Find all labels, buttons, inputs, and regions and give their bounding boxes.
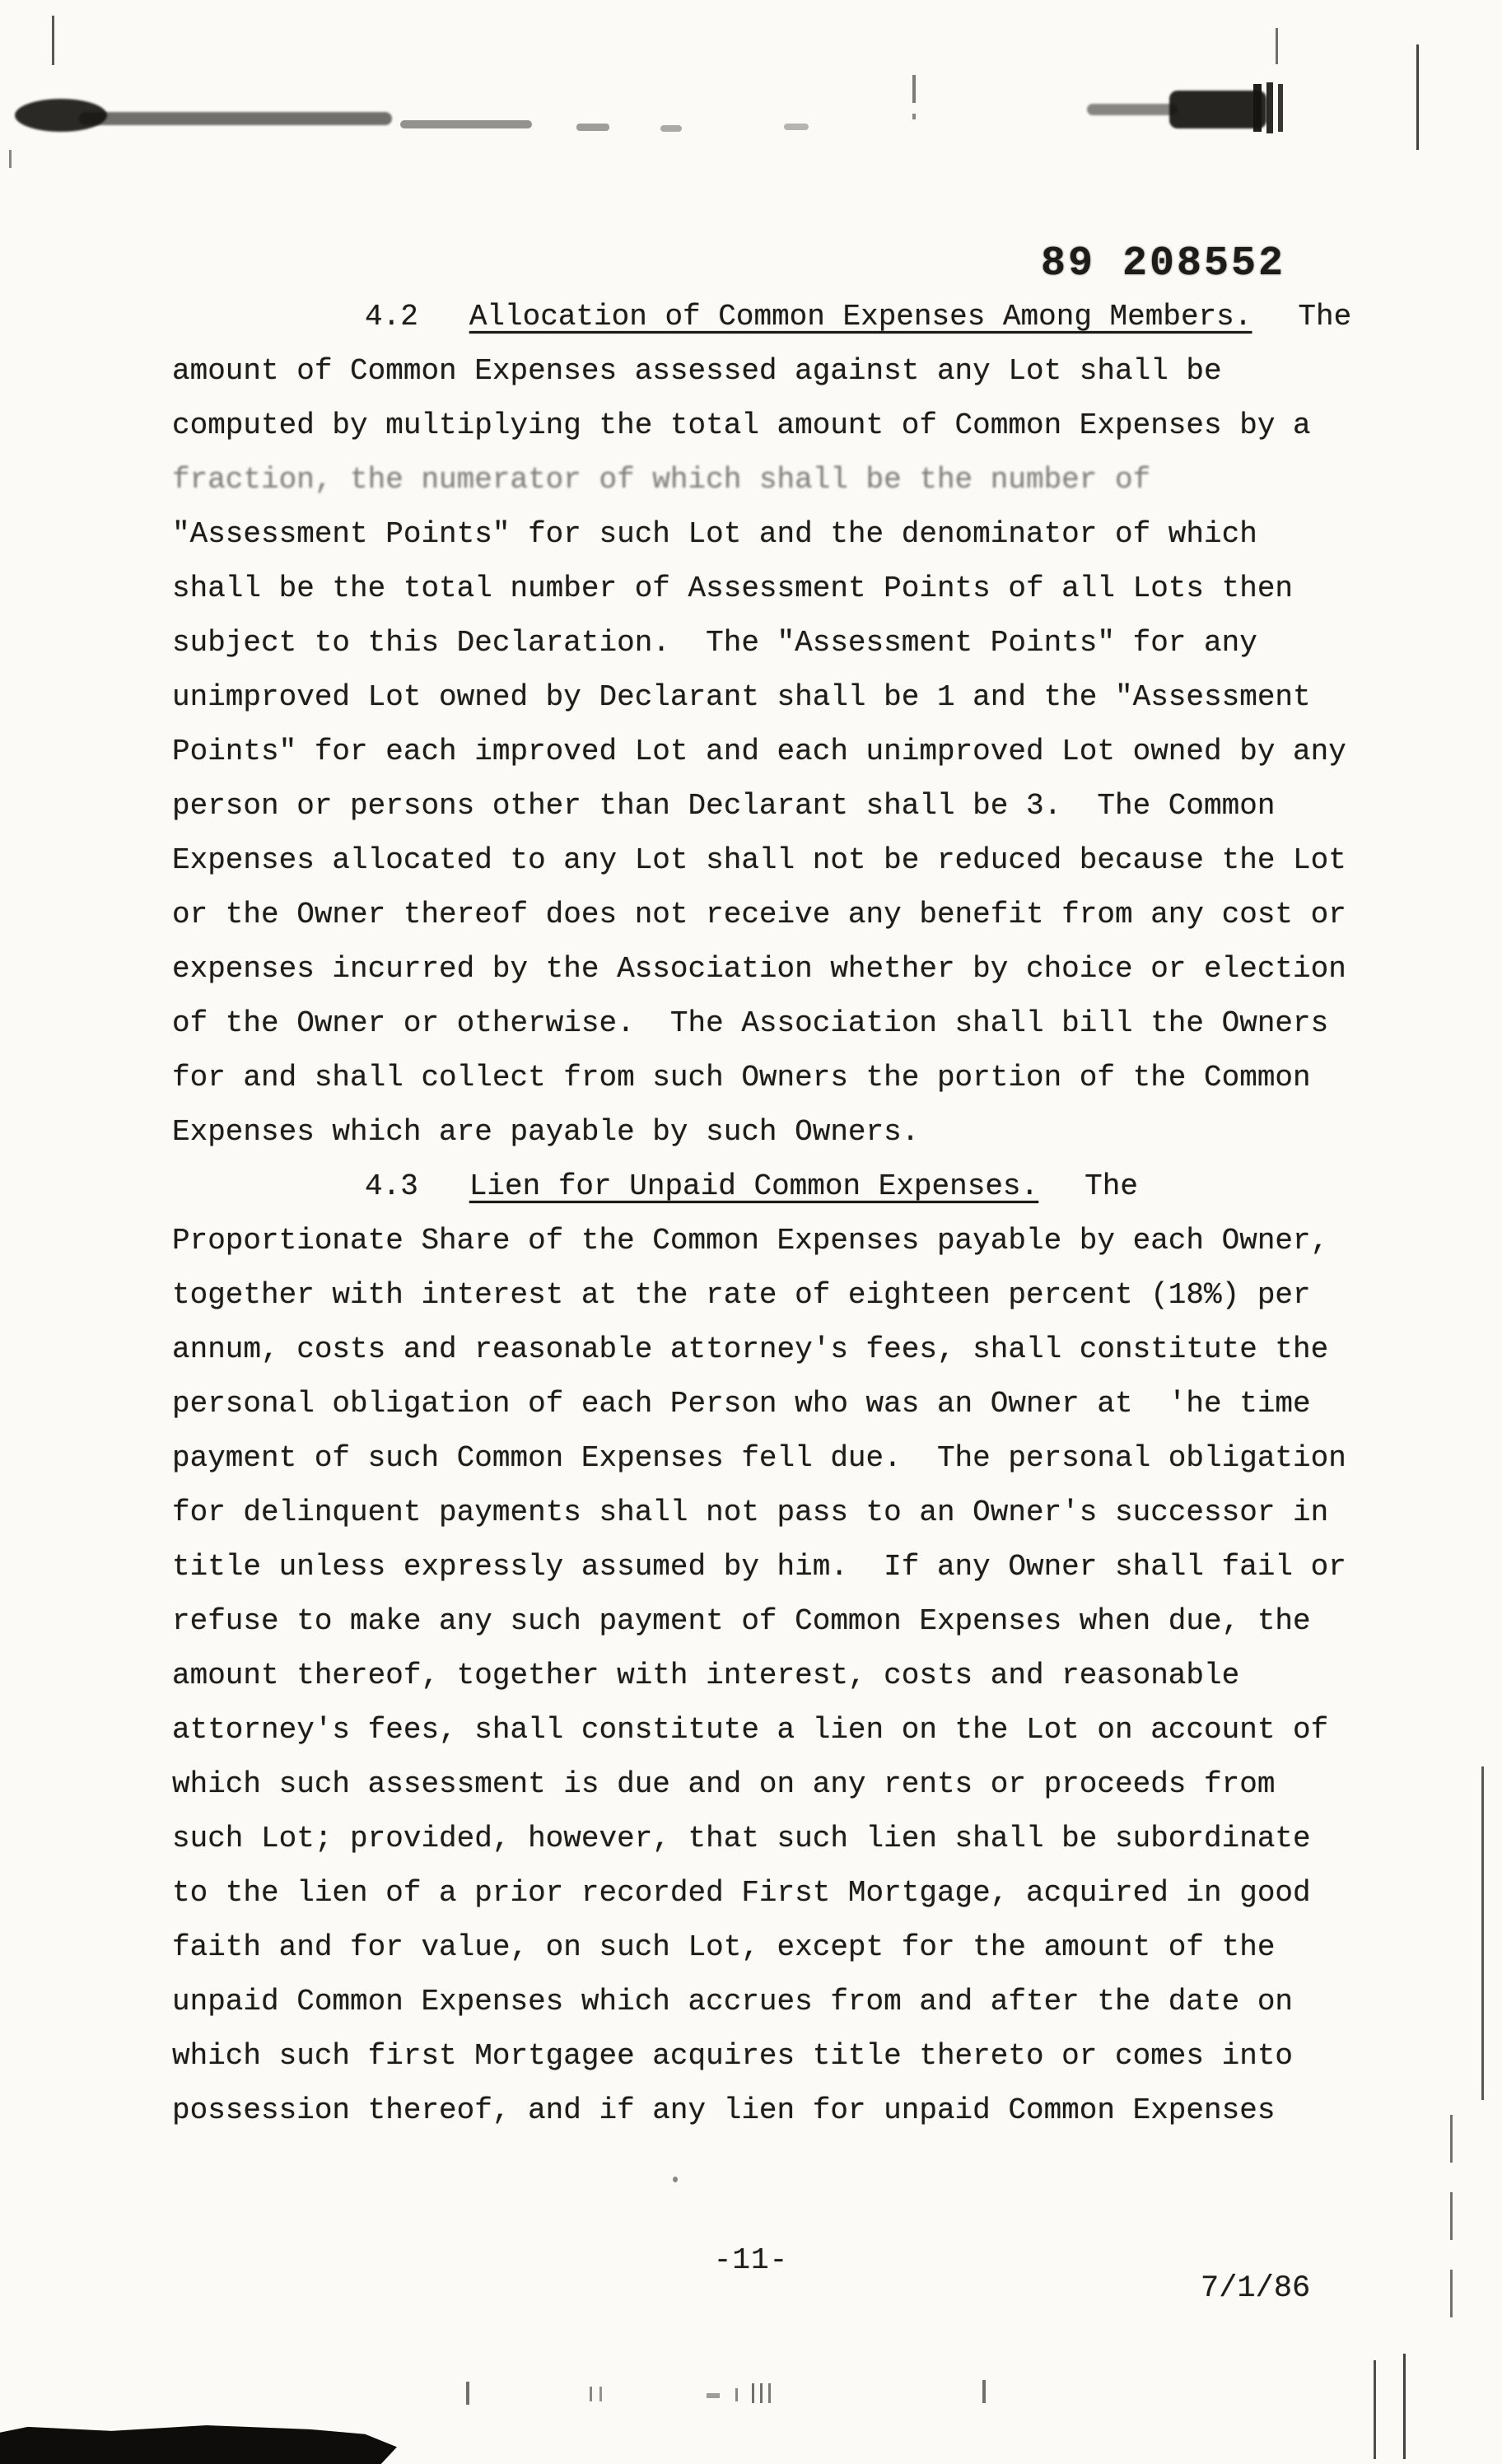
text-line: amount thereof, together with interest, costs and reasonable bbox=[172, 1659, 1240, 1692]
text-line: for delinquent payments shall not pass to an Owner's successor in bbox=[172, 1496, 1329, 1529]
section-4-2-lines bbox=[172, 344, 1440, 1160]
text-line: such Lot; provided, however, that such lien shall be subordinate bbox=[172, 1822, 1311, 1855]
scan-smudge-top-right-scribble bbox=[1087, 104, 1178, 115]
scan-speck-mid bbox=[673, 2177, 678, 2182]
text-line: expenses incurred by the Association whether by choice or election bbox=[172, 952, 1346, 986]
section-4-2-heading-line bbox=[172, 290, 1440, 344]
scan-line-right-mid bbox=[1481, 1766, 1484, 2100]
scan-tick-bottom-6 bbox=[752, 2383, 754, 2403]
section-4-3-heading-line bbox=[172, 1160, 1440, 1214]
text-line: to the lien of a prior recorded First Mortgage, acquired in good bbox=[172, 1876, 1311, 1910]
text-line: personal obligation of each Person who was an Owner at 'he time bbox=[172, 1387, 1311, 1421]
scan-tick-bottom-4 bbox=[707, 2393, 720, 2398]
text-line: person or persons other than Declarant shall be 3. The Common bbox=[172, 789, 1276, 823]
scan-mark-top-left-line bbox=[52, 16, 54, 65]
text-line: possession thereof, and if any lien for unpaid Common Expenses bbox=[172, 2093, 1276, 2127]
text-line: fraction, the numerator of which shall be the number of bbox=[172, 463, 1151, 497]
scan-tick-bottom-5 bbox=[735, 2388, 738, 2401]
date-stamp: 7/1/86 bbox=[1201, 2271, 1311, 2306]
scan-smudge-top-left-streak2 bbox=[400, 120, 532, 128]
text-line: subject to this Declaration. The "Assessment Points" for any bbox=[172, 626, 1257, 660]
text-line: "Assessment Points" for such Lot and the denominator of which bbox=[172, 517, 1257, 551]
scan-tick-left-edge bbox=[9, 150, 12, 168]
text-line: which such first Mortgagee acquires title thereto or comes into bbox=[172, 2039, 1294, 2073]
text-line: attorney's fees, shall constitute a lien on the Lot on account of bbox=[172, 1713, 1329, 1747]
scan-line-top-right-corner bbox=[1416, 44, 1419, 150]
text-line: Proportionate Share of the Common Expenses payable by each Owner, bbox=[172, 1224, 1329, 1258]
section-number: 4.3 bbox=[365, 1169, 418, 1203]
text-line: annum, costs and reasonable attorney's fees, shall constitute the bbox=[172, 1332, 1329, 1366]
section-heading: Lien for Unpaid Common Expenses. bbox=[469, 1169, 1039, 1203]
scan-line-top-right-short bbox=[1276, 28, 1278, 64]
text-line: Points" for each improved Lot and each unimproved Lot owned by any bbox=[172, 735, 1346, 768]
scan-tick-bottom-1 bbox=[466, 2382, 469, 2405]
section-number: 4.2 bbox=[365, 300, 418, 334]
scan-dot-top-3 bbox=[784, 124, 809, 130]
scan-tick-bottom-3 bbox=[599, 2387, 602, 2401]
text-line: together with interest at the rate of eighteen percent (18%) per bbox=[172, 1278, 1311, 1312]
text-line: unimproved Lot owned by Declarant shall be 1 and the "Assessment bbox=[172, 680, 1311, 714]
text-line: refuse to make any such payment of Common Expenses when due, the bbox=[172, 1604, 1311, 1638]
scan-dashes-right bbox=[1450, 2115, 1453, 2337]
scan-bar-top-right-1 bbox=[1253, 84, 1262, 132]
text-line: unpaid Common Expenses which accrues from and after the date on bbox=[172, 1985, 1294, 2018]
scan-tick-bottom-7 bbox=[760, 2383, 763, 2403]
stamp-number: 89 208552 bbox=[1041, 240, 1286, 287]
scan-dot-top-2 bbox=[660, 125, 682, 132]
text-line: payment of such Common Expenses fell due. The personal obligation bbox=[172, 1441, 1346, 1475]
scan-tick-bottom-8 bbox=[768, 2383, 771, 2403]
page-number: -11- bbox=[713, 2243, 789, 2277]
heading-trailing-text: The bbox=[1298, 300, 1352, 334]
scan-dot-top-1 bbox=[576, 124, 609, 131]
section-4-3 bbox=[172, 1160, 1440, 2138]
scan-mark-center-top-line bbox=[912, 75, 916, 103]
section-heading: Allocation of Common Expenses Among Members. bbox=[469, 300, 1252, 334]
text-line: of the Owner or otherwise. The Association shall bill the Owners bbox=[172, 1006, 1329, 1040]
text-line: shall be the total number of Assessment Points of all Lots then bbox=[172, 572, 1294, 605]
scan-line-bottom-right-1 bbox=[1374, 2360, 1376, 2459]
text-line: which such assessment is due and on any rents or proceeds from bbox=[172, 1767, 1276, 1801]
scan-line-bottom-right-2 bbox=[1403, 2354, 1406, 2459]
text-line: faith and for value, on such Lot, except for the amount of the bbox=[172, 1930, 1276, 1964]
text-line: Expenses which are payable by such Owners. bbox=[172, 1115, 920, 1149]
scan-bar-top-right-3 bbox=[1278, 84, 1283, 132]
scan-tick-bottom-2 bbox=[590, 2387, 592, 2401]
scan-mark-center-top-dot bbox=[912, 114, 916, 119]
scan-bar-bottom-left bbox=[0, 2424, 397, 2464]
text-line: computed by multiplying the total amount of Common Expenses by a bbox=[172, 408, 1311, 442]
text-line: Expenses allocated to any Lot shall not be reduced because the Lot bbox=[172, 843, 1346, 877]
scan-smudge-top-right-mass bbox=[1169, 91, 1266, 128]
heading-trailing-text: The bbox=[1085, 1169, 1138, 1203]
section-4-3-lines bbox=[172, 1214, 1440, 2138]
section-4-2 bbox=[172, 290, 1440, 1160]
scan-tick-bottom-9 bbox=[982, 2380, 986, 2403]
text-line: or the Owner thereof does not receive any benefit from any cost or bbox=[172, 898, 1346, 931]
text-line: amount of Common Expenses assessed against any Lot shall be bbox=[172, 354, 1222, 388]
document-body bbox=[172, 290, 1440, 2138]
scan-bar-top-right-2 bbox=[1266, 82, 1273, 133]
text-line: title unless expressly assumed by him. If any Owner shall fail or bbox=[172, 1550, 1346, 1584]
scan-smudge-top-left-streak bbox=[79, 112, 392, 125]
text-line: for and shall collect from such Owners the portion of the Common bbox=[172, 1061, 1311, 1094]
